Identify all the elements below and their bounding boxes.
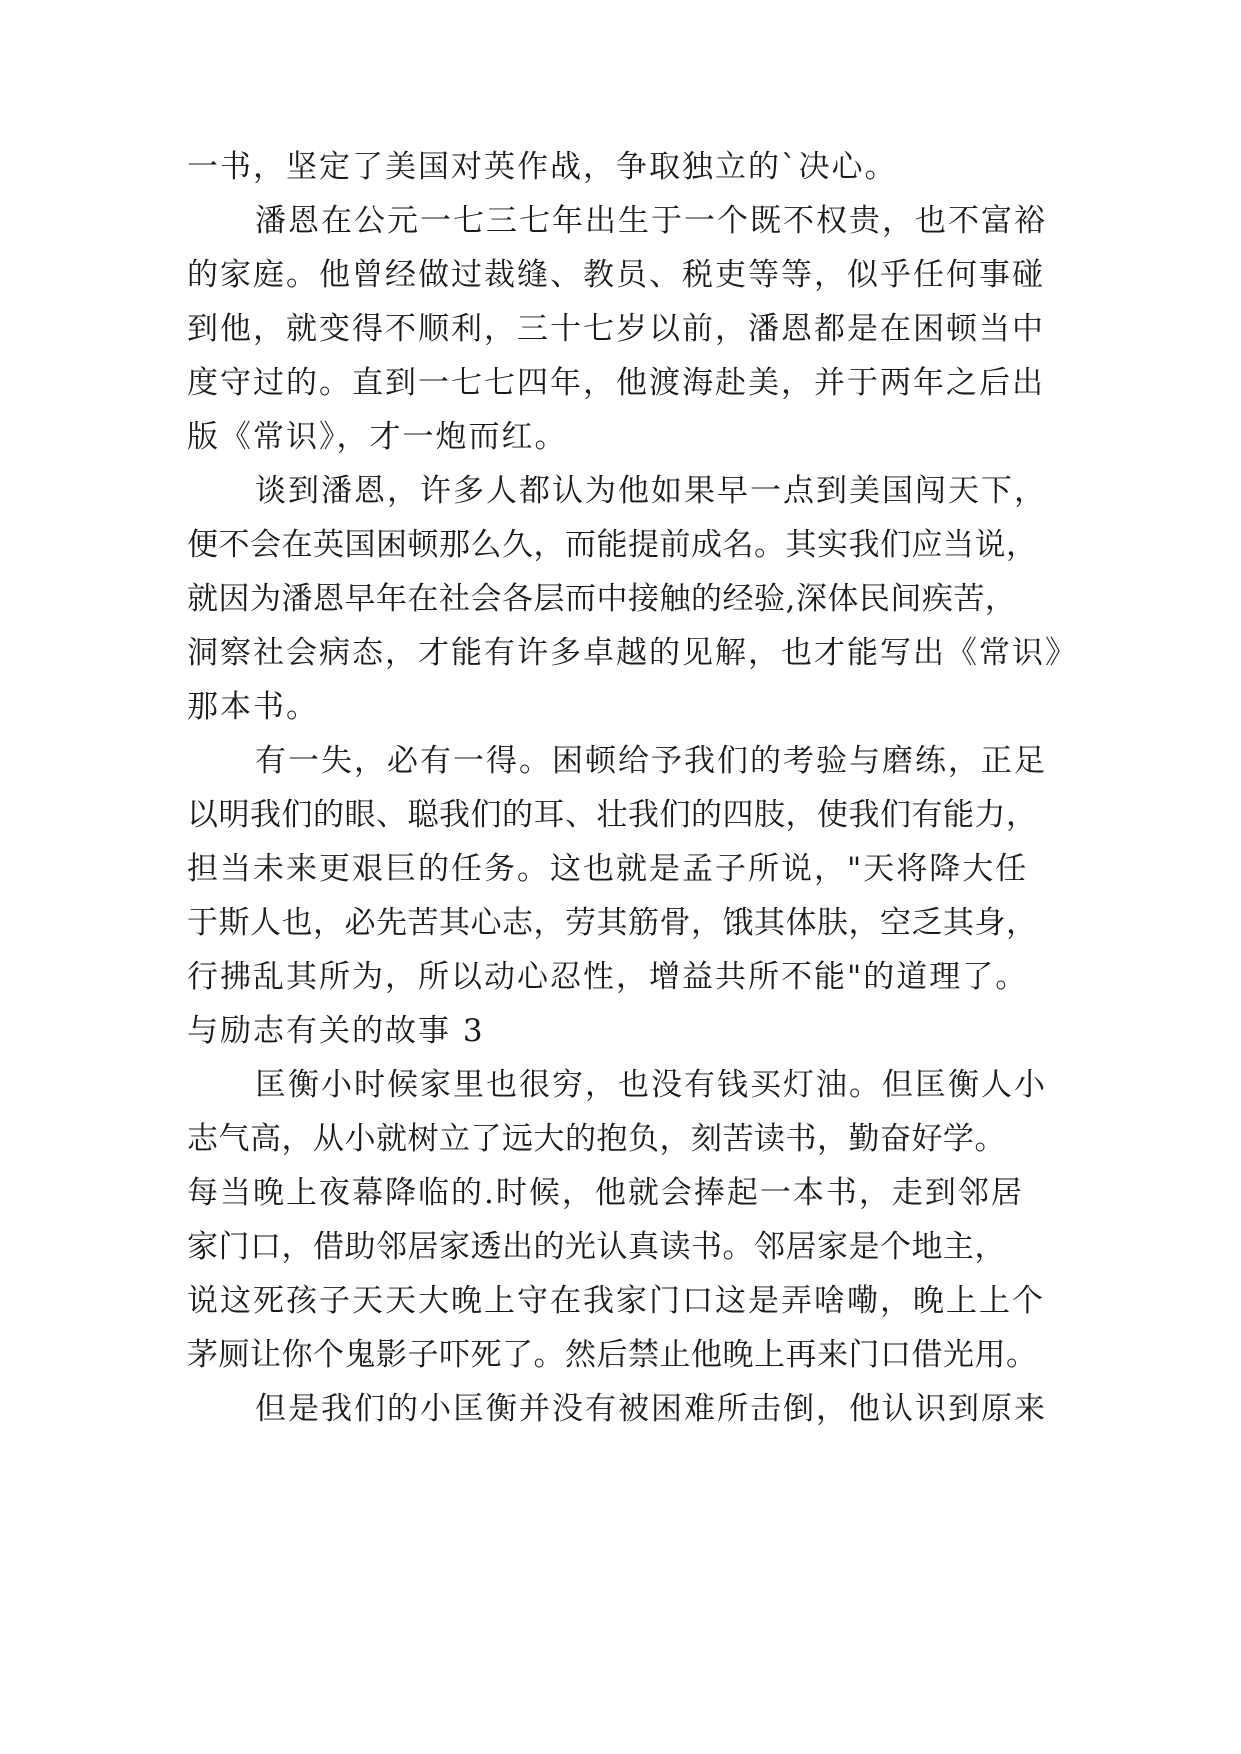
text-line: 家门口，借助邻居家透出的光认真读书。邻居家是个地主， [187, 1229, 1006, 1265]
section-heading: 与励志有关的故事 3 [187, 1013, 485, 1049]
text-line: 每当晚上夜幕降临的.时候，他就会捧起一本书，走到邻居 [187, 1175, 1024, 1211]
text-line: 说这死孩子天天大晚上守在我家门口这是弄啥嘞，晚上上个 [187, 1283, 1045, 1319]
text-line: 茅厕让你个鬼影子吓死了。然后禁止他晚上再来门口借光用。 [187, 1337, 1038, 1373]
text-line: 一书，坚定了美国对英作战，争取独立的`决心。 [187, 149, 898, 185]
text-line: 版《常识》，才一炮而红。 [187, 419, 568, 455]
text-line: 到他，就变得不顺利，三十七岁以前，潘恩都是在困顿当中 [187, 311, 1045, 347]
text-line: 有一失，必有一得。困顿给予我们的考验与磨练，正足 [255, 743, 1047, 779]
text-line: 行拂乱其所为，所以动心忍性，增益共所不能"的道理了。 [187, 959, 1029, 995]
text-line: 于斯人也，必先苦其心志，劳其筋骨，饿其体肤，空乏其身， [187, 905, 1038, 941]
text-line: 担当未来更艰巨的任务。这也就是孟子所说，"天将降大任 [187, 851, 1029, 887]
text-line: 匡衡小时候家里也很穷，也没有钱买灯油。但匡衡人小 [255, 1067, 1047, 1103]
text-line: 但是我们的小匡衡并没有被困难所击倒，他认识到原来 [255, 1391, 1047, 1427]
text-line: 以明我们的眼、聪我们的耳、壮我们的四肢，使我们有能力， [187, 797, 1038, 833]
text-line: 便不会在英国困顿那么久，而能提前成名。其实我们应当说， [187, 527, 1038, 563]
text-line: 就因为潘恩早年在社会各层而中接触的经验,深体民间疾苦， [187, 581, 1017, 617]
text-line: 志气高，从小就树立了远大的抱负，刻苦读书，勤奋好学。 [187, 1121, 1006, 1157]
text-line: 洞察社会病态，才能有许多卓越的见解，也才能写出《常识》 [187, 635, 1078, 671]
text-line: 度守过的。直到一七七四年，他渡海赴美，并于两年之后出 [187, 365, 1045, 401]
text-line: 谈到潘恩，许多人都认为他如果早一点到美国闯天下， [255, 473, 1047, 509]
text-line: 那本书。 [187, 689, 319, 725]
text-line: 的家庭。他曾经做过裁缝、教员、税吏等等，似乎任何事碰 [187, 257, 1045, 293]
text-line: 潘恩在公元一七三七年出生于一个既不权贵，也不富裕 [255, 203, 1047, 239]
